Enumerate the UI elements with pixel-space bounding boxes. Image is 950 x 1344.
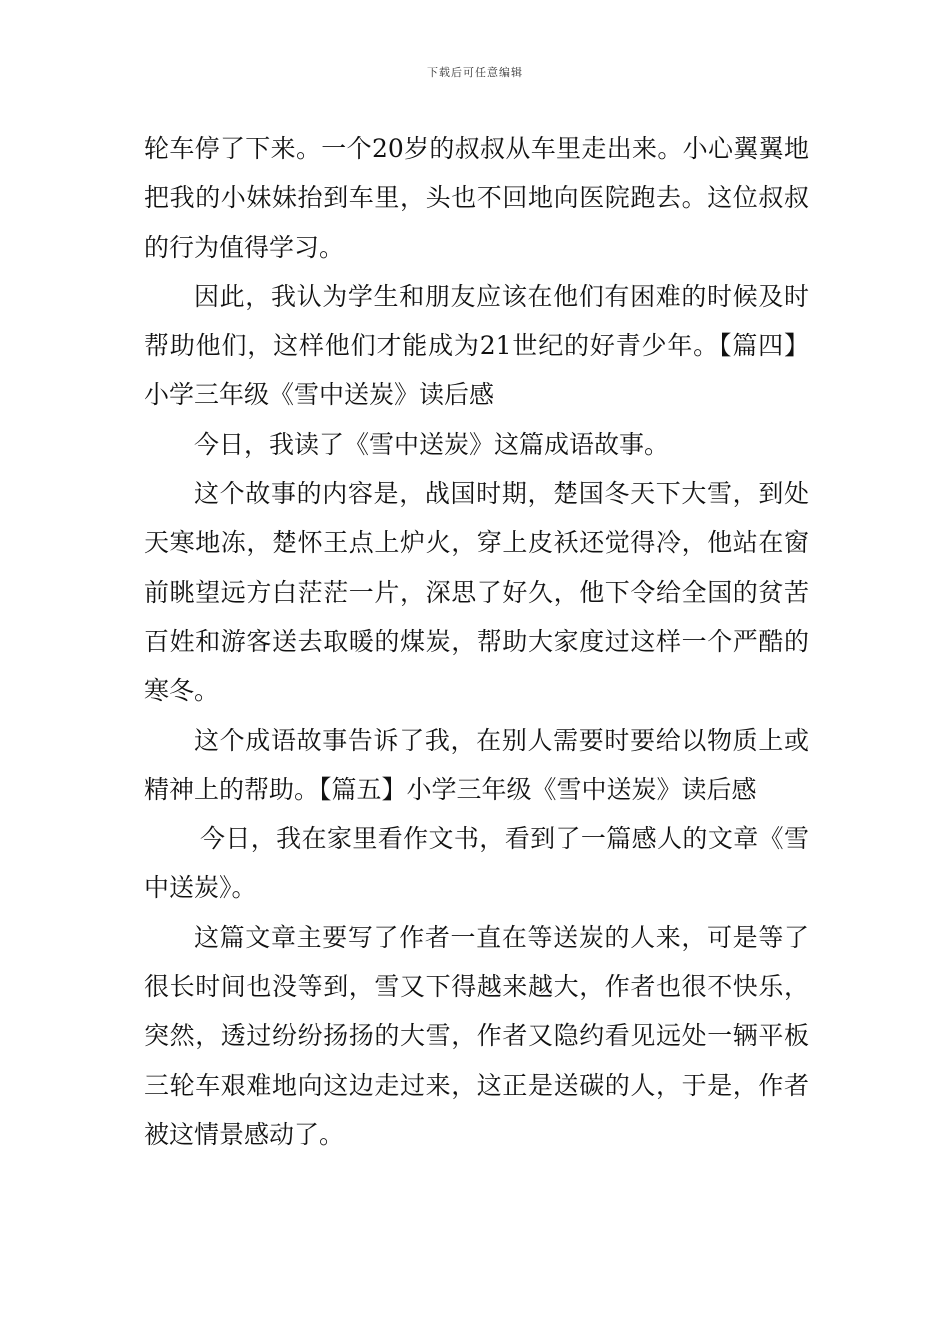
paragraph-6: 今日，我在家里看作文书，看到了一篇感人的文章《雪中送炭》。 xyxy=(144,824,809,903)
paragraph-1: 轮车停了下来。一个20岁的叔叔从车里走出来。小心翼翼地把我的小妹妹抬到车里，头也不回地向医院跑去。这位叔叔的行为值得学习。 xyxy=(144,134,809,262)
paragraph-3: 今日，我读了《雪中送炭》这篇成语故事。 xyxy=(194,429,670,459)
document-body xyxy=(144,124,809,1159)
paragraph-4: 这个故事的内容是，战国时期，楚国冬天下大雪，到处天寒地冻，楚怀王点上炉火，穿上皮袄还觉得冷，他站在窗前眺望远方白茫茫一片，深思了好久，他下令给全国的贫苦百姓和游客送去取暖的煤炭，帮助大家度过这样一个严酷的寒冬。 xyxy=(144,479,809,706)
paragraph-5: 这个成语故事告诉了我，在别人需要时要给以物质上或精神上的帮助。【篇五】小学三年级《雪中送炭》读后感 xyxy=(144,725,809,804)
page-header: 下载后可任意编辑 xyxy=(427,66,523,79)
paragraph-7: 这篇文章主要写了作者一直在等送炭的人来，可是等了很长时间也没等到，雪又下得越来越大，作者也很不快乐，突然，透过纷纷扬扬的大雪，作者又隐约看见远处一辆平板三轮车艰难地向这边走过来，这正是送碳的人，于是，作者被这情景感动了。 xyxy=(144,922,809,1149)
paragraph-2: 因此，我认为学生和朋友应该在他们有困难的时候及时帮助他们，这样他们才能成为21世纪的好青少年。【篇四】小学三年级《雪中送炭》读后感 xyxy=(144,281,809,410)
